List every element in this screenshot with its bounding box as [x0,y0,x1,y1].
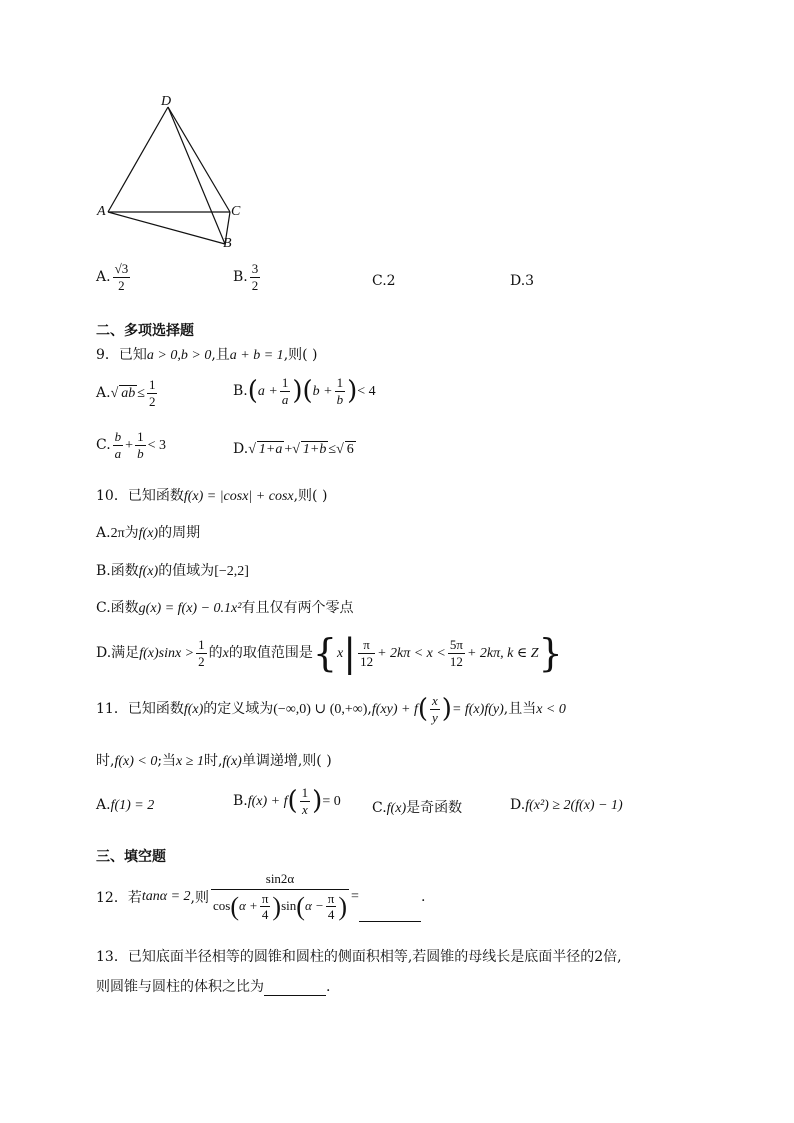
frac-num: 3 [251,261,259,276]
q8-option-a: A. $\frac{√3}{2}$ [96,261,129,293]
q8-option-b: B. $\frac{3}{2}$ [233,261,259,293]
q10-option-a: A.2π为f(x)的周期 [96,525,201,541]
q8-option-c: C.2 [372,273,396,289]
q8-option-d: D.3 [510,273,535,289]
vertex-label-a: A [97,204,106,219]
q13-line2: 则圆锥与圆柱的体积之比为 . [96,979,331,995]
q9-stem: 9．已知a > 0,b > 0,且a + b = 1,则( ) [96,347,318,363]
q9-option-a: A.√ ab ≤ $\frac{1}{2}$ [96,377,156,409]
q11-stem-line2: 时,f(x) < 0;当x ≥ 1时,f(x)单调递增,则( ) [96,753,332,769]
q11-option-b: B.f(x) + f( $\frac{1}{x}$ )= 0 [233,785,341,817]
q10-stem: 10．已知函数f(x) = |cosx| + cosx,则( ) [96,488,328,504]
vertex-label-b: B [223,236,232,251]
q10-option-c: C.函数g(x) = f(x) − 0.1x²有且仅有两个零点 [96,600,354,616]
frac-den: 2 [251,277,259,293]
q10-option-b: B.函数f(x)的值域为[−2,2] [96,563,249,579]
answer-blank[interactable] [264,981,326,996]
answer-blank[interactable] [359,907,421,922]
q12-fraction: sin2α cos(α + $\frac{\pi}{4}$ )sin(α − $\frac{\pi}{4}$ ) [212,871,348,923]
frac-num: √3 [114,261,129,276]
q12-stem: 12．若tanα = 2,则 sin2α cos(α + $\frac{\pi}{4}$ )sin(α − $\frac{\pi}{4}$ ) = . [96,871,426,923]
q9-option-b: B.(a + $\frac{1}{a}$ )(b + $\frac{1}{b}$ )< 4 [233,375,376,407]
q13-line1: 13．已知底面半径相等的圆锥和圆柱的侧面积相等,若圆锥的母线长是底面半径的2倍, [96,949,622,965]
frac-den: 2 [118,277,125,293]
section-heading-fill: 三、填空题 [96,849,166,865]
q11-stem-line1: 11．已知函数f(x)的定义域为(−∞,0) ∪ (0,+∞),f(xy) + f( $\frac{x}{y}$ )= f(x)f(y),且当x < 0 [96,693,566,725]
section-heading-multi: 二、多项选择题 [96,323,194,339]
q10-option-d: D.满足f(x)sinx > $\frac{1}{2}$ 的x的取值范围是{x| $\frac{\pi}{12}$ + 2kπ < x < $\frac{5\pi}{12}$ + 2kπ, k ∈ Z} [96,631,563,675]
q11-option-d: D.f(x²) ≥ 2(f(x) − 1) [510,797,623,813]
vertex-label-c: C [231,204,241,219]
tetrahedron-figure [90,92,260,262]
q11-option-a: A.f(1) = 2 [96,797,155,813]
vertex-label-d: D [161,94,172,109]
q9-option-d: D.√ 1+a +√ 1+b ≤√ 6 [233,441,354,457]
q11-option-c: C.f(x)是奇函数 [372,800,463,816]
q9-option-c: C. $\frac{b}{a}$ + $\frac{1}{b}$ < 3 [96,429,166,461]
